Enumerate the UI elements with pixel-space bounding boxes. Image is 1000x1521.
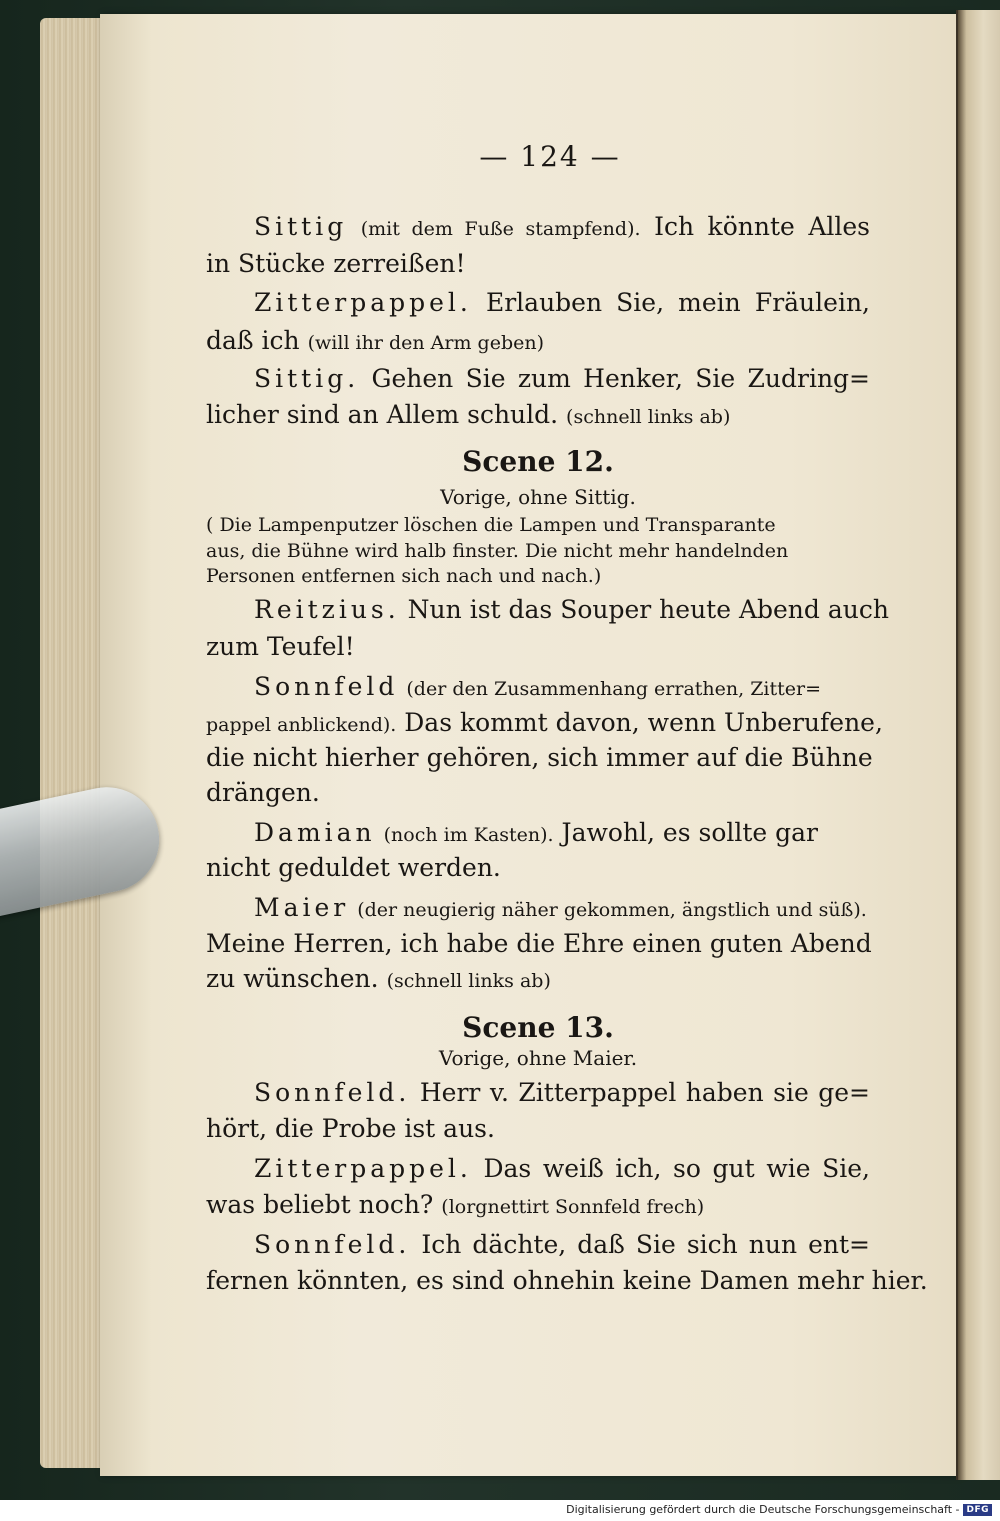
- dialogue: Herr v. Zitterpappel haben sie ge=: [419, 1078, 870, 1107]
- dfg-logo: DFG: [963, 1504, 992, 1516]
- dialogue: Gehen Sie zum Henker, Sie Zudring=: [371, 364, 871, 393]
- dialogue: was beliebt noch?: [206, 1190, 434, 1219]
- dialogue: daß ich: [206, 326, 300, 355]
- text-line: [206, 366, 870, 391]
- page-number: — 124 —: [479, 140, 621, 173]
- text-line: [206, 674, 870, 699]
- text-line: [206, 966, 870, 991]
- text-line: [206, 743, 873, 772]
- stage-direction: pappel anblickend).: [206, 714, 397, 736]
- stage-direction-line: aus, die Bühne wird halb finster. Die nicht mehr handelnden: [206, 540, 789, 562]
- text-line: [206, 931, 870, 956]
- text-line: [206, 595, 889, 624]
- credit-text: Digitalisierung gefördert durch die Deutsche Forschungsgemeinschaft -: [566, 1503, 960, 1516]
- scene-cast: Vorige, ohne Sittig.: [440, 485, 636, 509]
- stage-direction: (der den Zusammenhang errathen, Zitter=: [406, 678, 822, 700]
- text-line: [206, 634, 870, 659]
- text-line: [206, 1192, 870, 1217]
- speaker-name: Zitterpappel.: [254, 288, 472, 317]
- stage-direction: (will ihr den Arm geben): [307, 332, 544, 354]
- stage-direction: (mit dem Fuße stampfend).: [360, 218, 641, 240]
- dialogue: Meine Herren, ich habe die Ehre einen guten Abend: [206, 929, 872, 958]
- dialogue: Ich dächte, daß Sie sich nun ent=: [421, 1230, 870, 1259]
- dialogue: Erlauben Sie, mein Fräulein,: [485, 288, 870, 317]
- dialogue: die nicht hierher gehören, sich immer auf die Bühne: [206, 743, 873, 772]
- stage-direction: (schnell links ab): [386, 970, 551, 992]
- text-line: [206, 820, 870, 845]
- dialogue: nicht geduldet werden.: [206, 853, 501, 882]
- facing-page-edge: [958, 10, 1000, 1480]
- speaker-name: Sittig: [254, 212, 348, 241]
- speaker-name: Reitzius.: [254, 595, 400, 624]
- speaker-name: Sonnfeld.: [254, 1230, 411, 1259]
- speaker-name: Damian: [254, 818, 376, 847]
- text-line: [206, 780, 870, 805]
- text-line: [206, 214, 870, 239]
- text-line: [206, 402, 870, 427]
- dialogue: Das weiß ich, so gut wie Sie,: [483, 1154, 870, 1183]
- text-line: [206, 855, 870, 880]
- scene-heading: Scene 12.: [462, 445, 614, 478]
- dialogue: licher sind an Allem schuld.: [206, 400, 559, 429]
- dialogue: Ich könnte Alles: [654, 212, 870, 241]
- stage-direction: (lorgnettirt Sonnfeld frech): [441, 1196, 705, 1218]
- stage-direction: (schnell links ab): [566, 406, 731, 428]
- speaker-name: Maier: [254, 893, 350, 922]
- text-line: [206, 895, 870, 920]
- text-line: [206, 708, 883, 737]
- speaker-name: Sonnfeld: [254, 672, 399, 701]
- dialogue: in Stücke zerreißen!: [206, 249, 466, 278]
- dialogue: fernen könnten, es sind ohnehin keine Damen mehr hier.: [206, 1266, 928, 1295]
- speaker-name: Sonnfeld.: [254, 1078, 411, 1107]
- speaker-name: Zitterpappel.: [254, 1154, 472, 1183]
- text-line: [206, 1080, 870, 1105]
- dialogue: zu wünschen.: [206, 964, 379, 993]
- text-line: [206, 251, 870, 276]
- digitization-credit: [566, 1503, 992, 1516]
- dialogue: drängen.: [206, 778, 320, 807]
- stage-direction: (der neugierig näher gekommen, ängstlich und süß).: [357, 899, 867, 921]
- text-line: [206, 1232, 870, 1257]
- dialogue: Das kommt davon, wenn Unberufene,: [404, 708, 883, 737]
- dialogue: zum Teufel!: [206, 632, 355, 661]
- text-line: [206, 290, 870, 315]
- dialogue: hört, die Probe ist aus.: [206, 1114, 495, 1143]
- stage-direction: (noch im Kasten).: [383, 824, 554, 846]
- stage-direction-line: ( Die Lampenputzer löschen die Lampen und Transparante: [206, 514, 776, 536]
- text-line: [206, 328, 870, 353]
- stage-direction-line: Personen entfernen sich nach und nach.): [206, 565, 602, 587]
- text-line: [206, 1156, 870, 1181]
- dialogue: Jawohl, es sollte gar: [561, 818, 819, 847]
- scene-heading: Scene 13.: [462, 1011, 614, 1044]
- dialogue: Nun ist das Souper heute Abend auch: [407, 595, 889, 624]
- scene-cast: Vorige, ohne Maier.: [438, 1046, 638, 1070]
- text-line: [206, 1266, 928, 1295]
- text-line: [206, 1116, 870, 1141]
- speaker-name: Sittig.: [254, 364, 360, 393]
